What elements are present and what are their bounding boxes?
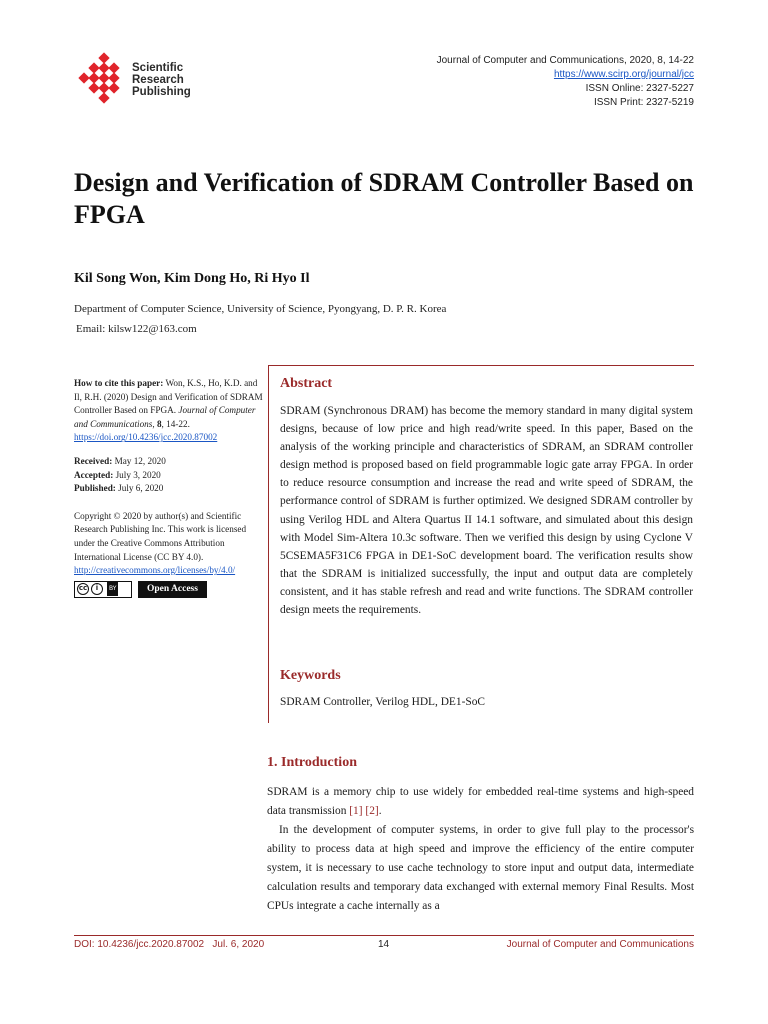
license-link[interactable]: http://creativecommons.org/licenses/by/4.0/ <box>74 565 236 576</box>
accepted-date <box>74 469 264 483</box>
cite-separator: , <box>152 418 157 429</box>
received-value: May 12, 2020 <box>112 455 166 466</box>
paper-authors: Kil Song Won, Kim Dong Ho, Ri Hyo Il <box>74 271 310 286</box>
published-date <box>74 482 264 496</box>
published-value: July 6, 2020 <box>115 483 164 494</box>
footer-journal: Journal of Computer and Communications <box>506 939 694 950</box>
published-label: Published: <box>74 483 116 494</box>
publisher-name <box>132 62 191 98</box>
cite-volume: 8 <box>156 418 162 429</box>
keywords-heading: Keywords <box>280 668 341 683</box>
abstract-text: SDRAM (Synchronous DRAM) has become the memory standard in many digital system designs, because of low price and high read/write speed. In this paper, Based on the analysis of the working principle and characteristics of SDRAM, an SDRAM controller design method is proposed based on field programmable logic gate array FPGA. In order to reduce resource consumption and increase the read and write speed of SDRAM, the performance control of SDRAM is further optimized. We designed SDRAM controller by using Verilog HDL and Altera Quartus II 14.1 software, and simulated about this design with Model Sim-Altera 10.3c software. Then we verified this design by using Cyclone V 5CSEMA5F31C6 FPGA in DE1-SoC development board. The verification results show that the SDRAM is initialized successfully, the input and output data are completely consistent, and it has stable refresh and read and write functions. The SDRAM controller design meets the requirements. <box>280 405 693 617</box>
by-label: BY <box>107 582 118 596</box>
issn-print: ISSN Print: 2327-5219 <box>593 97 694 108</box>
abstract-left-rule <box>268 365 269 723</box>
footer-page-number: 14 <box>378 939 390 950</box>
journal-header <box>437 54 694 110</box>
cite-journal: Journal of Computer and Communications <box>74 405 256 429</box>
accepted-label: Accepted: <box>74 469 114 480</box>
license-badges <box>74 581 264 598</box>
cite-pages: , 14-22. <box>161 418 190 429</box>
scirp-diamond-logo-icon <box>74 52 130 106</box>
footer-doi[interactable]: DOI: 10.4236/jcc.2020.87002 Jul. 6, 2020 <box>74 939 265 950</box>
reference-2-link[interactable]: [2] <box>365 805 379 817</box>
received-date <box>74 455 264 469</box>
issn-online: ISSN Online: 2327-5227 <box>585 83 694 94</box>
keywords-text: SDRAM Controller, Verilog HDL, DE1-SoC <box>280 696 485 708</box>
doi-link[interactable]: https://doi.org/10.4236/jcc.2020.87002 <box>74 432 218 443</box>
cc-icon: cc <box>77 583 89 595</box>
footer-rule <box>74 935 694 936</box>
publisher-line-2: Research <box>132 74 184 86</box>
paper-title: Design and Verification of SDRAM Controller Based on FPGA <box>74 168 694 229</box>
abstract-top-rule <box>268 365 694 366</box>
publisher-logo <box>74 52 204 106</box>
reference-1-link[interactable]: [1] <box>349 805 363 817</box>
intro-p1-end: . <box>378 805 382 817</box>
journal-citation-line: Journal of Computer and Communications, 2020, 8, 14-22 <box>436 55 694 66</box>
cc-by-badge[interactable] <box>74 581 132 598</box>
accepted-value: July 3, 2020 <box>113 469 161 480</box>
received-label: Received: <box>74 455 113 466</box>
abstract-heading: Abstract <box>280 376 333 391</box>
intro-paragraph-1 <box>267 783 694 821</box>
copyright-notice: Copyright © 2020 by author(s) and Scientific Research Publishing Inc. This work is licensed under the Creative Commons Attribution International License (CC BY 4.0). <box>74 510 247 562</box>
cite-text: Won, K.S., Ho, K.D. and Il, R.H. (2020) Design and Verification of SDRAM Controller Based on FPGA. <box>74 378 263 416</box>
how-to-cite <box>74 377 264 431</box>
citation-sidebar <box>74 377 264 598</box>
publisher-line-3: Publishing <box>132 86 191 98</box>
cite-label: How to cite this paper: <box>74 378 164 388</box>
intro-p1-text: SDRAM is a memory chip to use widely for embedded real-time systems and high-speed data transmission <box>267 786 694 817</box>
paper-email: Email: kilsw122@163.com <box>76 323 197 335</box>
journal-url-link[interactable]: https://www.scirp.org/journal/jcc <box>553 69 694 80</box>
publisher-line-1: Scientific <box>132 62 184 74</box>
paper-affiliation: Department of Computer Science, University of Science, Pyongyang, D. P. R. Korea <box>74 303 447 315</box>
intro-paragraph-2: In the development of computer systems, in order to give full play to the processor's ability to process data at high speed and improve the efficiency of the entire computer system, it is necessary to use cache technology to store input and output data, intermediate calculation results and temporary data exchanged with external memory Final Results. Most CPUs integrate a cache internally as a <box>267 824 694 912</box>
introduction-heading: 1. Introduction <box>267 755 357 770</box>
attribution-icon: i <box>91 583 103 595</box>
open-access-badge[interactable]: Open Access <box>138 581 207 598</box>
introduction-body <box>267 783 694 916</box>
